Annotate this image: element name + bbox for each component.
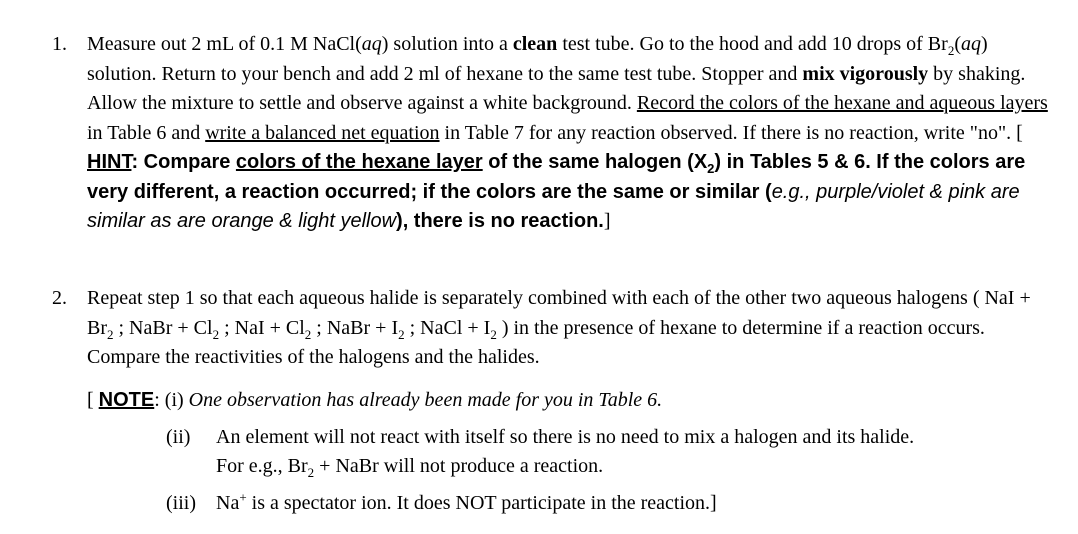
subscript: 2 [947,43,955,58]
step-1-text: by shaking. Allow the mixture to settle and observe against a white background. [87,62,1026,114]
subscript: 2 [398,326,405,342]
note-colon: : (i) [154,389,189,411]
note-ii-text: For e.g., Br [216,455,308,477]
subscript: 2 [304,326,312,342]
step-2-text: ) in the presence of hexane to determine if a reaction occurs. Compare the reactivities of the halogens and the halides. [87,316,985,368]
step-1-text: ( [954,33,961,55]
step-2-text: ; NaBr + I [311,316,399,339]
hint-text: of the same halogen (X [482,151,708,173]
step-1-text: in Table 6 and [87,121,206,144]
step-1-clean: clean [512,33,558,55]
step-1-record-colors: Record the colors of the hexane and aqueous layers [636,92,1048,114]
note-iii-line [216,489,717,519]
hint-block [87,151,1025,232]
subscript: 2 [707,161,715,176]
note-ii-line1: An element will not react with itself so there is no need to mix a halogen and its halide. [216,426,915,448]
note-iii-label: (iii) [166,492,196,514]
step-2-text: Repeat step 1 so that each aqueous halide is separately combined with each of the other two aqueous halogens ( NaI + Br [87,287,1031,339]
step-2-text: ; NaI + Cl [219,316,305,339]
superscript: + [239,489,247,505]
hint-text: ) in Tables 5 & 6. If the colors are very different, a reaction occurred; if the colors are the same or similar ( [87,151,1026,203]
step-1-mix-vigorously: mix vigorously [802,62,929,85]
step-1-write-equation: write a balanced net equation [205,121,440,144]
step-1-number: 1. [52,33,67,55]
step-1-close-bracket: ] [603,210,611,232]
note-line-i [87,386,662,416]
note-ii-line2 [216,452,603,482]
step-1-text: ) solution into a [381,33,513,55]
subscript: 2 [490,326,497,342]
subscript: 2 [107,326,114,342]
hint-colors: colors of the hexane layer [235,151,483,173]
step-1-text: in Table 7 for any reaction observed. If there is no reaction, write "no". [ [439,121,1023,144]
step-2-paragraph [87,284,1057,373]
note-label: NOTE [98,389,155,411]
step-2-number: 2. [52,287,67,309]
note-ii-text: + NaBr will not produce a reaction. [314,455,604,477]
step-1-text: ) solution. Return to your bench and add 2 ml of hexane to the same test tube. Stopper and [87,33,988,85]
hint-text: ), there is no reaction. [396,210,604,232]
note-i-text: One observation has already been made for you in Table 6. [188,389,663,411]
step-1-aq: aq [960,33,981,55]
step-1-text: Measure out 2 mL of 0.1 M NaCl( [87,33,362,55]
hint-example: e.g., purple/violet & pink are similar as are orange & light yellow [87,180,1020,232]
note-iii-text: Na [216,492,240,514]
note-ii-label: (ii) [166,426,191,448]
subscript: 2 [307,465,315,480]
step-2-text: ; NaCl + I [404,316,491,339]
step-1-paragraph [87,30,1057,237]
step-2-text: ; NaBr + Cl [113,316,213,339]
hint-label: HINT [87,151,132,173]
note-iii-text: is a spectator ion. It does NOT participate in the reaction.] [246,492,717,514]
step-1-aq: aq [361,33,382,55]
hint-text: : Compare [131,151,236,173]
subscript: 2 [212,326,220,342]
note-open-bracket: [ [87,389,99,411]
step-1-text: test tube. Go to the hood and add 10 drops of Br [557,33,948,55]
